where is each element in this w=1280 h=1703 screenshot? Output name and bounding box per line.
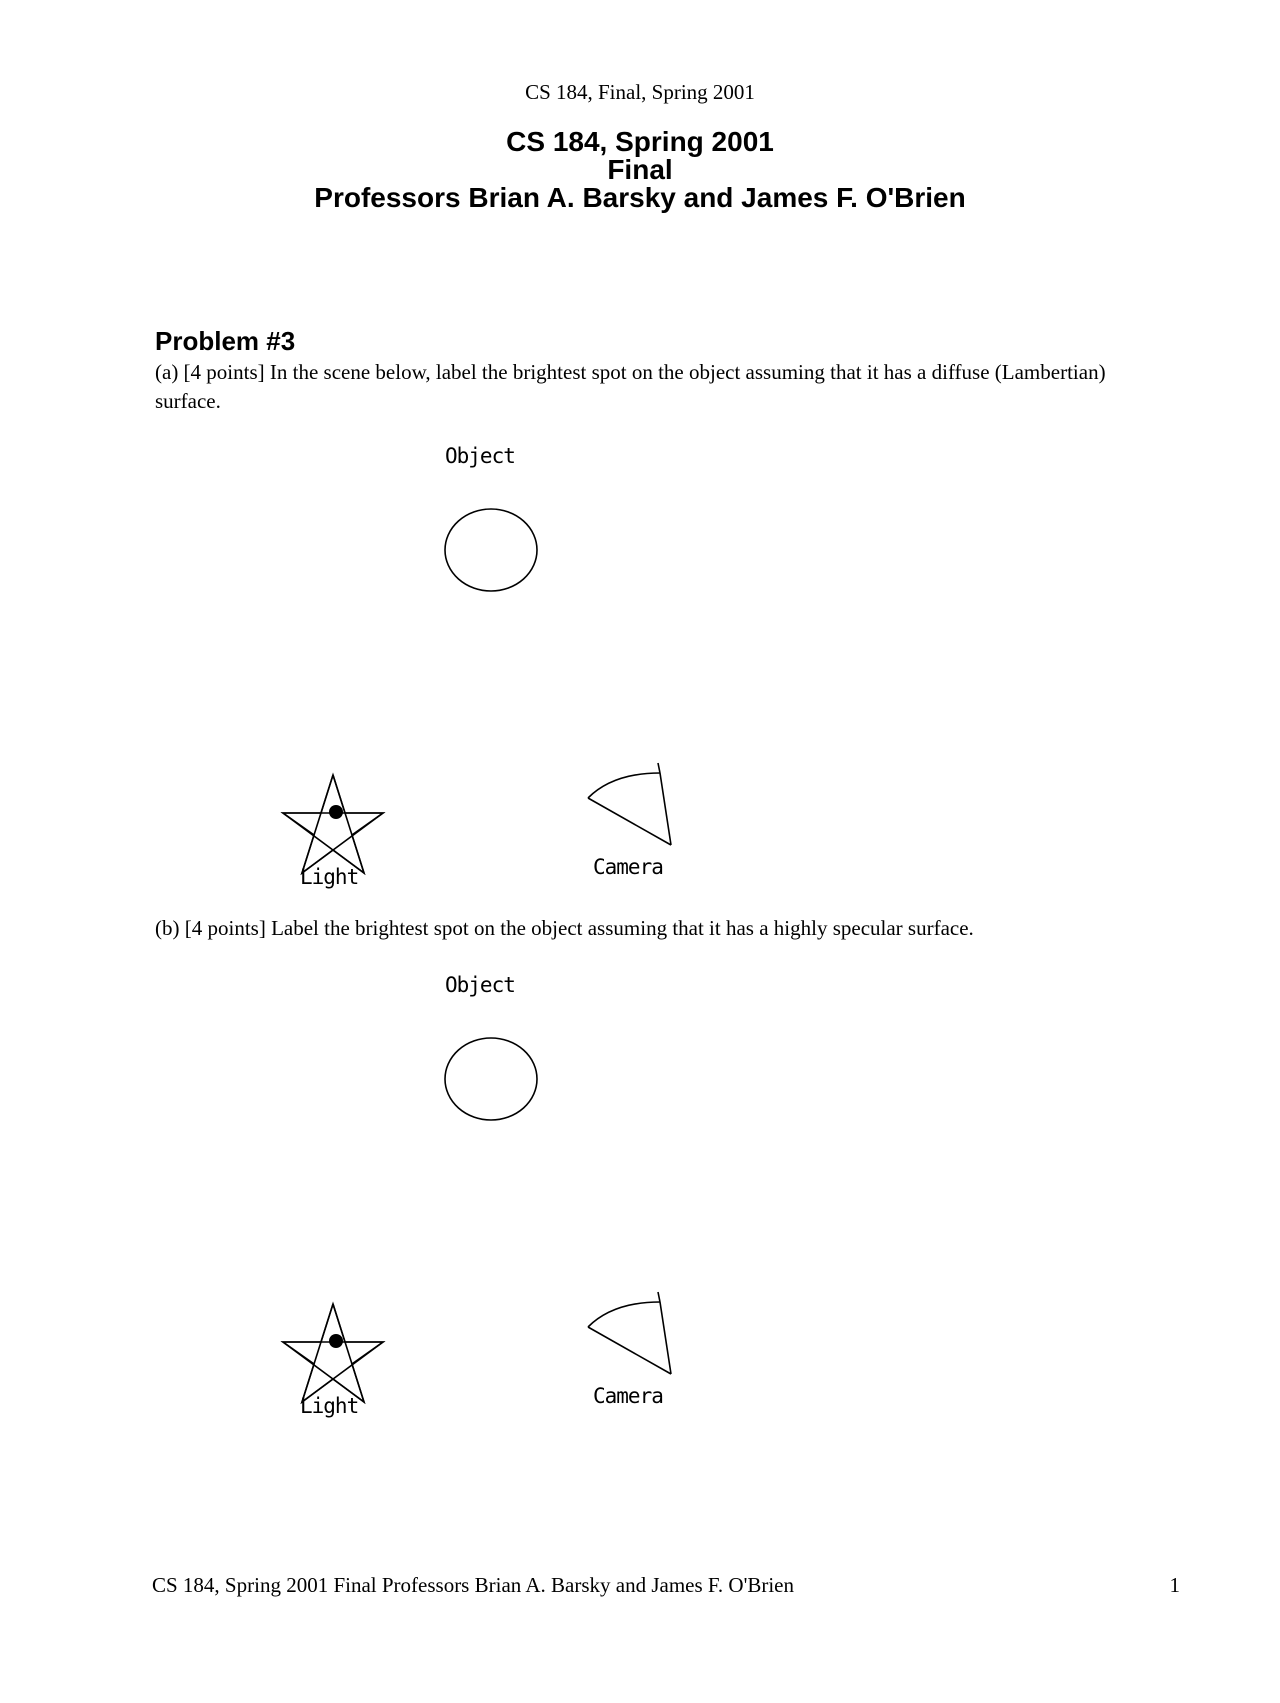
scene-drawing-b [0, 984, 1280, 1444]
scene-drawing-a [0, 455, 1280, 915]
light-label: Light [300, 865, 359, 889]
problem-heading: Problem #3 [155, 326, 296, 356]
title-course: CS 184, Spring 2001 [506, 126, 774, 157]
running-footer: CS 184, Spring 2001 Final Professors Brian A. Barsky and James F. O'Brien [152, 1573, 795, 1597]
light-star-lines [283, 1304, 383, 1402]
light-bulb-dot [329, 805, 343, 819]
scene-diagram-b [0, 973, 1280, 1444]
title-exam: Final [607, 154, 673, 185]
part-b-question: (b) [4 points] Label the brightest spot on the object assuming that it has a highly specular surface. [155, 916, 974, 940]
scene-diagram-a [0, 444, 1280, 915]
camera-frustum-icon [588, 763, 671, 845]
camera-frustum-icon [588, 1292, 671, 1374]
camera-label: Camera [593, 1384, 663, 1408]
page-title [0, 128, 1280, 212]
light-bulb-dot [329, 1334, 343, 1348]
object-label: Object [445, 973, 515, 997]
page-number: 1 [1169, 1573, 1180, 1597]
object-ellipse [445, 1038, 537, 1120]
camera-label: Camera [593, 855, 663, 879]
object-ellipse [445, 509, 537, 591]
light-star-lines [283, 775, 383, 873]
object-label: Object [445, 444, 515, 468]
light-label: Light [300, 1394, 359, 1418]
title-professors: Professors Brian A. Barsky and James F. O'Brien [314, 182, 966, 213]
part-a-question: (a) [4 points] In the scene below, label the brightest spot on the object assuming that it has a diffuse (Lambertian) surface. [155, 360, 1106, 413]
running-header: CS 184, Final, Spring 2001 [525, 80, 755, 104]
